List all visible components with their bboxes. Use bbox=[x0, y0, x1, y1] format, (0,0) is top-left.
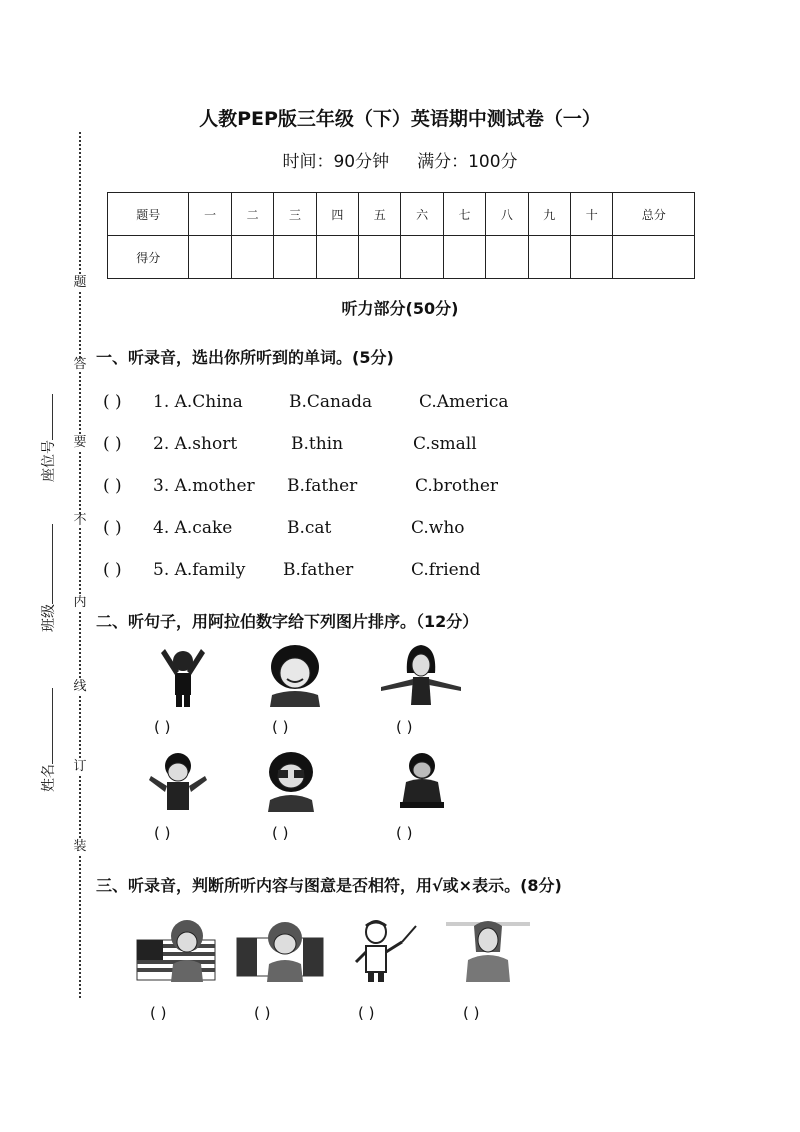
question-item bbox=[103, 434, 623, 456]
option-a: 4. A.cake bbox=[153, 518, 233, 538]
order-answer-paren[interactable]: ( ) bbox=[396, 718, 413, 736]
option-a: 3. A.mother bbox=[153, 476, 255, 496]
option-c: C.America bbox=[419, 392, 509, 412]
binding-char: 装 bbox=[73, 839, 87, 854]
exam-full-score: 满分：100分 bbox=[417, 152, 518, 172]
option-b: B.Canada bbox=[289, 392, 373, 412]
option-b: B.thin bbox=[291, 434, 344, 454]
score-table bbox=[107, 192, 695, 279]
name-label: 姓名 bbox=[41, 764, 57, 792]
score-entry-cell[interactable] bbox=[443, 236, 485, 279]
option-c: C.friend bbox=[411, 560, 481, 580]
score-entry-cell[interactable] bbox=[274, 236, 316, 279]
score-entry-cell[interactable] bbox=[571, 236, 613, 279]
binding-char: 线 bbox=[73, 679, 87, 694]
table-cell: 六 bbox=[401, 193, 443, 236]
order-answer-paren[interactable]: ( ) bbox=[272, 718, 289, 736]
table-cell: 八 bbox=[486, 193, 528, 236]
girl-arms-open-picture bbox=[375, 643, 467, 707]
question-item bbox=[103, 392, 623, 414]
score-table-header-row bbox=[108, 193, 695, 236]
score-entry-cell[interactable] bbox=[231, 236, 273, 279]
score-entry-cell[interactable] bbox=[486, 236, 528, 279]
class-blank[interactable] bbox=[40, 524, 53, 604]
class-label: 班级 bbox=[41, 604, 57, 632]
judge-answer-paren[interactable]: ( ) bbox=[358, 1004, 375, 1022]
score-entry-cell[interactable] bbox=[316, 236, 358, 279]
question-3-heading: 三、听录音，判断所听内容与图意是否相符，用√或×表示。(8分) bbox=[96, 876, 562, 895]
judge-answer-paren[interactable]: ( ) bbox=[150, 1004, 167, 1022]
option-b: B.cat bbox=[287, 518, 332, 538]
option-a: 1. A.China bbox=[153, 392, 243, 412]
teacher-pointer-picture bbox=[352, 918, 418, 984]
question-1-heading: 一、听录音，选出你所听到的单词。(5分) bbox=[96, 348, 394, 367]
table-cell: 九 bbox=[528, 193, 570, 236]
binding-dotted-line bbox=[79, 132, 81, 998]
judge-answer-paren[interactable]: ( ) bbox=[463, 1004, 480, 1022]
order-answer-paren[interactable]: ( ) bbox=[154, 718, 171, 736]
table-cell: 二 bbox=[231, 193, 273, 236]
score-entry-cell[interactable] bbox=[401, 236, 443, 279]
order-answer-paren[interactable]: ( ) bbox=[396, 824, 413, 842]
boy-shrugging-picture bbox=[147, 750, 209, 812]
girl-american-flag-picture bbox=[135, 918, 217, 984]
page-title: 人教PEP版三年级（下）英语期中测试卷（一） bbox=[199, 108, 601, 130]
judge-answer-paren[interactable]: ( ) bbox=[254, 1004, 271, 1022]
option-a: 2. A.short bbox=[153, 434, 238, 454]
answer-paren[interactable]: ( ) bbox=[103, 434, 122, 454]
table-cell: 题号 bbox=[108, 193, 189, 236]
table-cell: 得分 bbox=[108, 236, 189, 279]
seat-number-field[interactable] bbox=[38, 394, 58, 482]
score-entry-cell[interactable] bbox=[528, 236, 570, 279]
order-answer-paren[interactable]: ( ) bbox=[154, 824, 171, 842]
boy-arms-raised-picture bbox=[153, 643, 213, 709]
exam-time: 时间：90分钟 bbox=[282, 152, 390, 172]
binding-char: 答 bbox=[73, 357, 87, 372]
table-cell: 一 bbox=[189, 193, 231, 236]
order-answer-paren[interactable]: ( ) bbox=[272, 824, 289, 842]
question-item bbox=[103, 476, 623, 498]
binding-char: 要 bbox=[73, 435, 87, 450]
name-field[interactable] bbox=[38, 688, 58, 792]
exam-info bbox=[0, 147, 800, 172]
binding-char: 内 bbox=[73, 595, 87, 610]
answer-paren[interactable]: ( ) bbox=[103, 476, 122, 496]
score-entry-cell[interactable] bbox=[189, 236, 231, 279]
table-cell: 总分 bbox=[613, 193, 695, 236]
table-cell: 十 bbox=[571, 193, 613, 236]
option-b: B.father bbox=[287, 476, 358, 496]
table-cell: 四 bbox=[316, 193, 358, 236]
score-entry-cell[interactable] bbox=[359, 236, 401, 279]
option-a: 5. A.family bbox=[153, 560, 246, 580]
girl-canadian-flag-picture bbox=[235, 918, 327, 984]
score-entry-cell[interactable] bbox=[613, 236, 695, 279]
table-cell: 七 bbox=[443, 193, 485, 236]
table-cell: 五 bbox=[359, 193, 401, 236]
option-c: C.brother bbox=[415, 476, 499, 496]
class-field[interactable] bbox=[38, 524, 58, 632]
question-2-heading: 二、听句子，用阿拉伯数字给下列图片排序。（12分） bbox=[96, 612, 479, 631]
answer-paren[interactable]: ( ) bbox=[103, 560, 122, 580]
boy-crouching-picture bbox=[396, 750, 448, 810]
option-b: B.father bbox=[283, 560, 354, 580]
binding-char: 订 bbox=[73, 759, 87, 774]
binding-char: 不 bbox=[73, 513, 87, 528]
score-table-score-row bbox=[108, 236, 695, 279]
girl-with-hands-picture bbox=[258, 750, 324, 812]
name-blank[interactable] bbox=[40, 688, 53, 764]
smiling-girl-picture bbox=[260, 643, 330, 707]
section-title: 听力部分(50分) bbox=[341, 299, 459, 318]
woman-portrait-picture bbox=[444, 916, 532, 984]
question-item bbox=[103, 560, 623, 582]
seat-number-blank[interactable] bbox=[40, 394, 53, 440]
answer-paren[interactable]: ( ) bbox=[103, 392, 122, 412]
option-c: C.who bbox=[411, 518, 465, 538]
question-item bbox=[103, 518, 623, 540]
seat-number-label: 座位号 bbox=[41, 440, 57, 482]
table-cell: 三 bbox=[274, 193, 316, 236]
answer-paren[interactable]: ( ) bbox=[103, 518, 122, 538]
binding-char: 题 bbox=[73, 275, 87, 290]
option-c: C.small bbox=[413, 434, 477, 454]
